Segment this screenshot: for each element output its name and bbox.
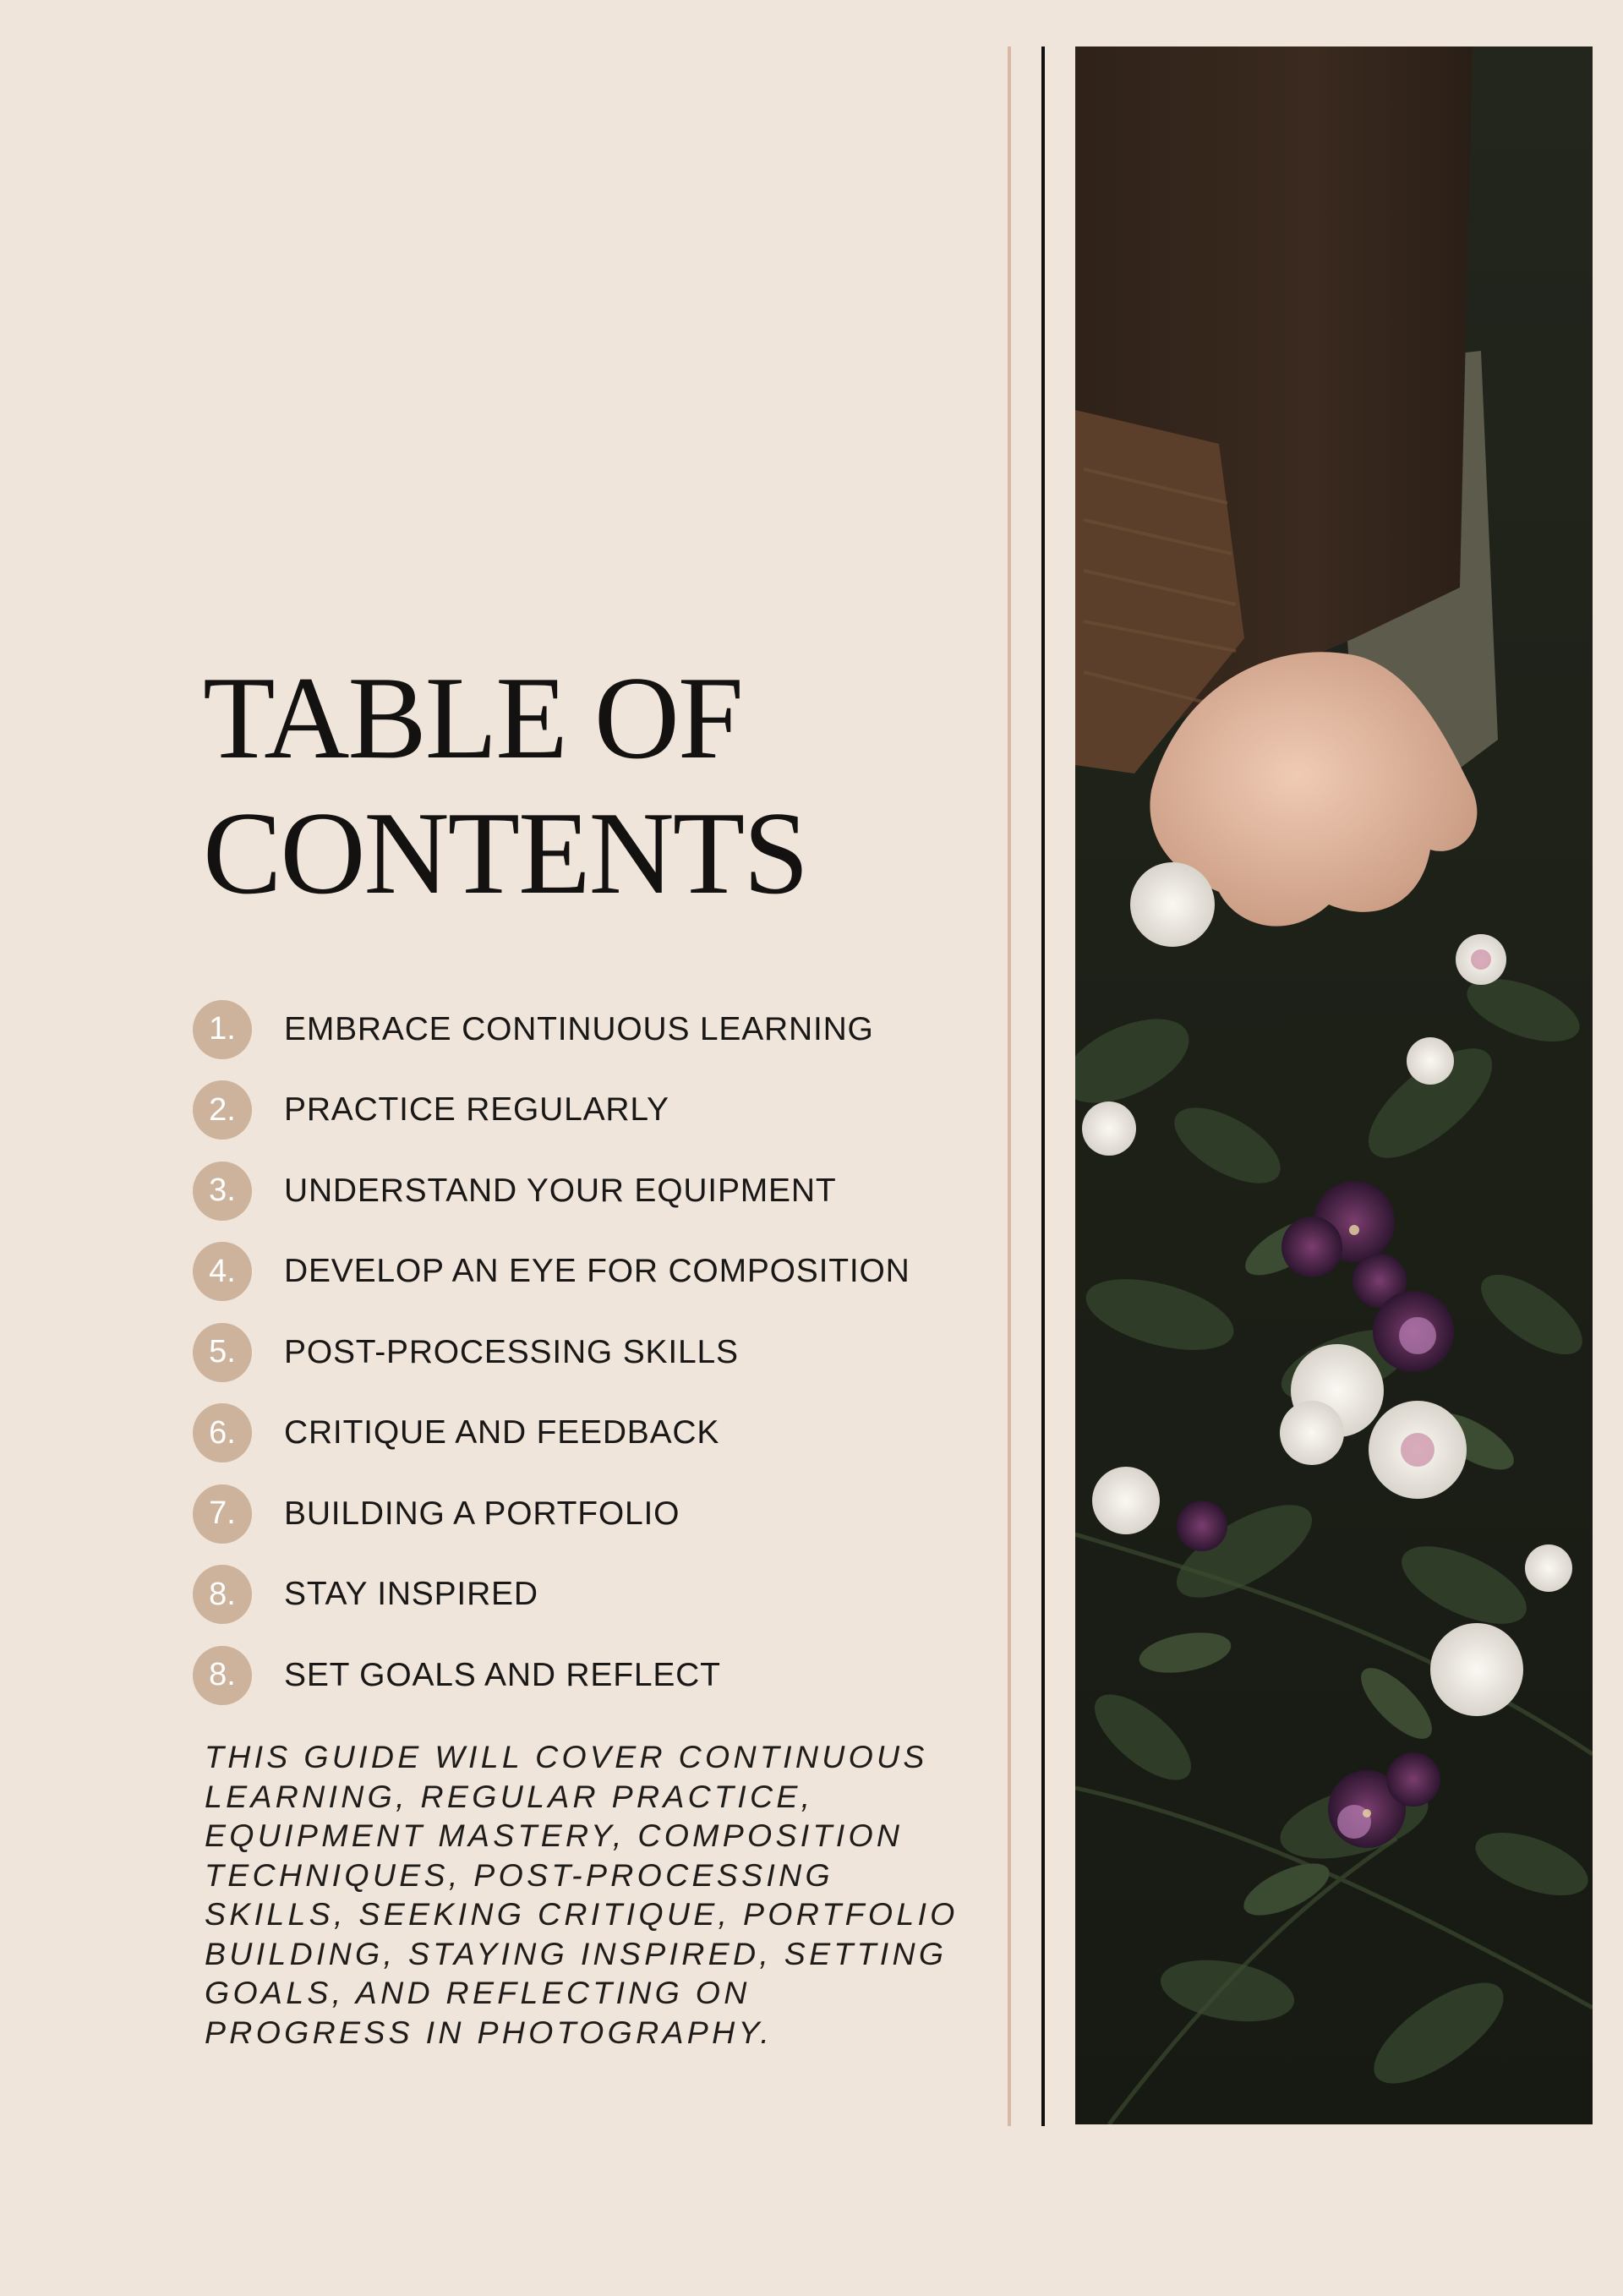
item-number-badge: 6. <box>193 1403 252 1462</box>
item-number-badge: 1. <box>193 1000 252 1059</box>
item-label: UNDERSTAND YOUR EQUIPMENT <box>284 1172 837 1209</box>
contents-item <box>193 1393 996 1474</box>
vertical-rule-dark <box>1041 46 1045 2126</box>
contents-item <box>193 1232 996 1313</box>
item-label: PRACTICE REGULARLY <box>284 1091 669 1129</box>
contents-item <box>193 1070 996 1151</box>
item-label: STAY INSPIRED <box>284 1576 538 1613</box>
item-label: BUILDING A PORTFOLIO <box>284 1495 680 1532</box>
item-number-badge: 3. <box>193 1162 252 1221</box>
contents-item <box>193 989 996 1070</box>
item-label: DEVELOP AN EYE FOR COMPOSITION <box>284 1253 910 1290</box>
contents-list <box>193 989 996 1716</box>
item-number-badge: 2. <box>193 1080 252 1140</box>
item-label: POST-PROCESSING SKILLS <box>284 1333 739 1370</box>
contents-item <box>193 1473 996 1555</box>
photo-child-hand-flowers <box>1075 46 1593 2124</box>
item-label: CRITIQUE AND FEEDBACK <box>284 1414 720 1451</box>
page-title <box>203 651 964 921</box>
item-label: EMBRACE CONTINUOUS LEARNING <box>284 1010 874 1047</box>
item-number-badge: 4. <box>193 1242 252 1301</box>
title-line-1: TABLE OF <box>203 653 742 784</box>
item-label: SET GOALS AND REFLECT <box>284 1656 721 1693</box>
item-number-badge: 8. <box>193 1565 252 1624</box>
contents-item <box>193 1635 996 1716</box>
vertical-rule-tan <box>1008 46 1011 2126</box>
item-number-badge: 8. <box>193 1646 252 1705</box>
item-number-badge: 5. <box>193 1323 252 1382</box>
contents-item <box>193 1555 996 1636</box>
contents-item <box>193 1312 996 1393</box>
contents-item <box>193 1151 996 1232</box>
title-line-2: CONTENTS <box>203 788 808 919</box>
photo-illustration <box>1075 46 1593 2124</box>
item-number-badge: 7. <box>193 1484 252 1544</box>
guide-summary: THIS GUIDE WILL COVER CONTINUOUS LEARNING, REGULAR PRACTICE, EQUIPMENT MASTERY, COMPOSITION TECHNIQUES, POST-PROCESSING SKILLS, SEEKING CRITIQUE, PORTFOLIO BUILDING, STAYING INSPIRED, SETTING GOALS, AND REFLECTING ON PROGRESS IN PHOTOGRAPHY. <box>205 1739 959 2050</box>
